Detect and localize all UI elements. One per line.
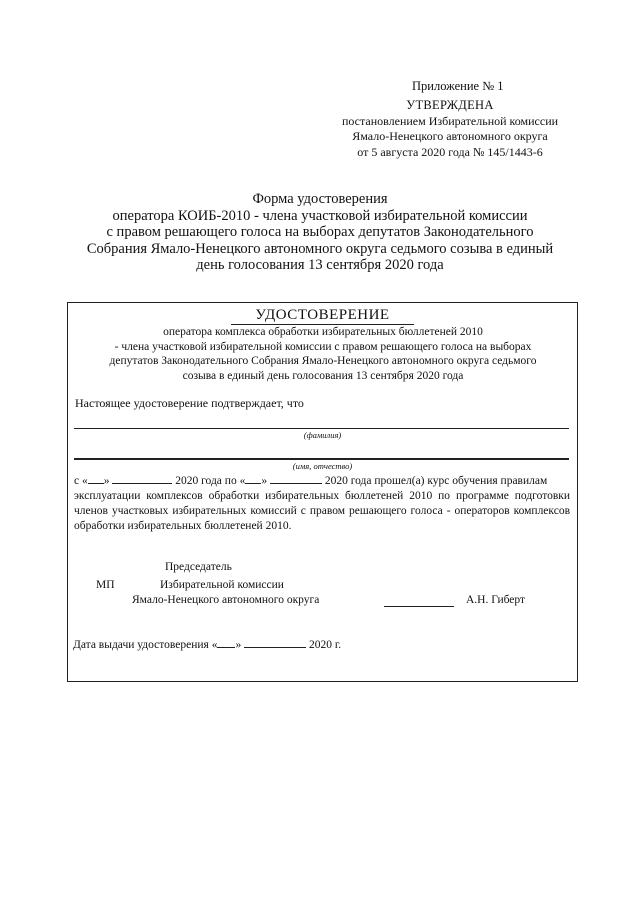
name-line bbox=[74, 458, 569, 460]
certificate-subtitle: оператора комплекса обработки избирательных бюллетеней 2010 - члена участковой избирательной комиссии с правом решающего голоса на выборах депутатов Законодательного Собрания Ямало-Ненецкого автономного округа седьмого созыва в единый день голосования 13 сентября 2020 года bbox=[109, 326, 537, 382]
chair-title: Ямало-Ненецкого автономного округа bbox=[132, 594, 320, 606]
stamp-label: МП bbox=[96, 579, 115, 591]
title-line: день голосования 13 сентября 2020 года bbox=[196, 257, 444, 273]
title-line: с правом решающего голоса на выборах депутатов Законодательного bbox=[106, 224, 534, 240]
approval-line: от 5 августа 2020 года № 145/1443-6 bbox=[357, 144, 543, 159]
chair-title: Председатель bbox=[165, 561, 232, 573]
approval-block bbox=[330, 98, 570, 160]
name-caption: (имя, отчество) bbox=[292, 461, 353, 471]
signature-line bbox=[384, 606, 454, 607]
approval-line: постановлением Избирательной комиссии bbox=[341, 113, 559, 128]
title-line: Собрания Ямало-Ненецкого автономного округа седьмого созыва в единый bbox=[86, 240, 554, 257]
appendix-number: Приложение № 1 bbox=[412, 79, 504, 93]
training-text-rest: эксплуатации комплексов обработки избирательных бюллетеней 2010 по программе подготовки членов участковых избирательных комиссий с правом решающего голоса - операторов комплексов обработки избирательных бюллетеней 2010. bbox=[74, 490, 570, 532]
chair-name: А.Н. Гиберт bbox=[466, 594, 526, 606]
document-title bbox=[80, 191, 560, 274]
certificate-form bbox=[67, 302, 578, 682]
approval-heading: УТВЕРЖДЕНА bbox=[406, 98, 494, 112]
issue-date: Дата выдачи удостоверения « » 2020 г. bbox=[73, 639, 342, 651]
title-line: Форма удостоверения bbox=[252, 191, 388, 207]
chair-title: Избирательной комиссии bbox=[160, 579, 284, 591]
surname-line bbox=[74, 428, 569, 429]
certificate-heading: УДОСТОВЕРЕНИЕ bbox=[68, 307, 577, 324]
title-line: оператора КОИБ-2010 - члена участковой избирательной комиссии bbox=[112, 207, 528, 224]
confirm-text: Настоящее удостоверение подтверждает, что bbox=[75, 396, 304, 410]
approval-line: Ямало-Ненецкого автономного округа bbox=[352, 129, 548, 143]
training-text: с « » 2020 года по « » 2020 года прошел(а) курс обучения правилам эксплуатации комплексов обработки избирательных бюллетеней 2010 по программе подготовки членов участковых избирательных комиссий с правом решающего голоса - операторов комплексов обработки избирательных бюллетеней 2010. bbox=[74, 475, 570, 532]
surname-caption: (фамилия) bbox=[303, 430, 342, 440]
